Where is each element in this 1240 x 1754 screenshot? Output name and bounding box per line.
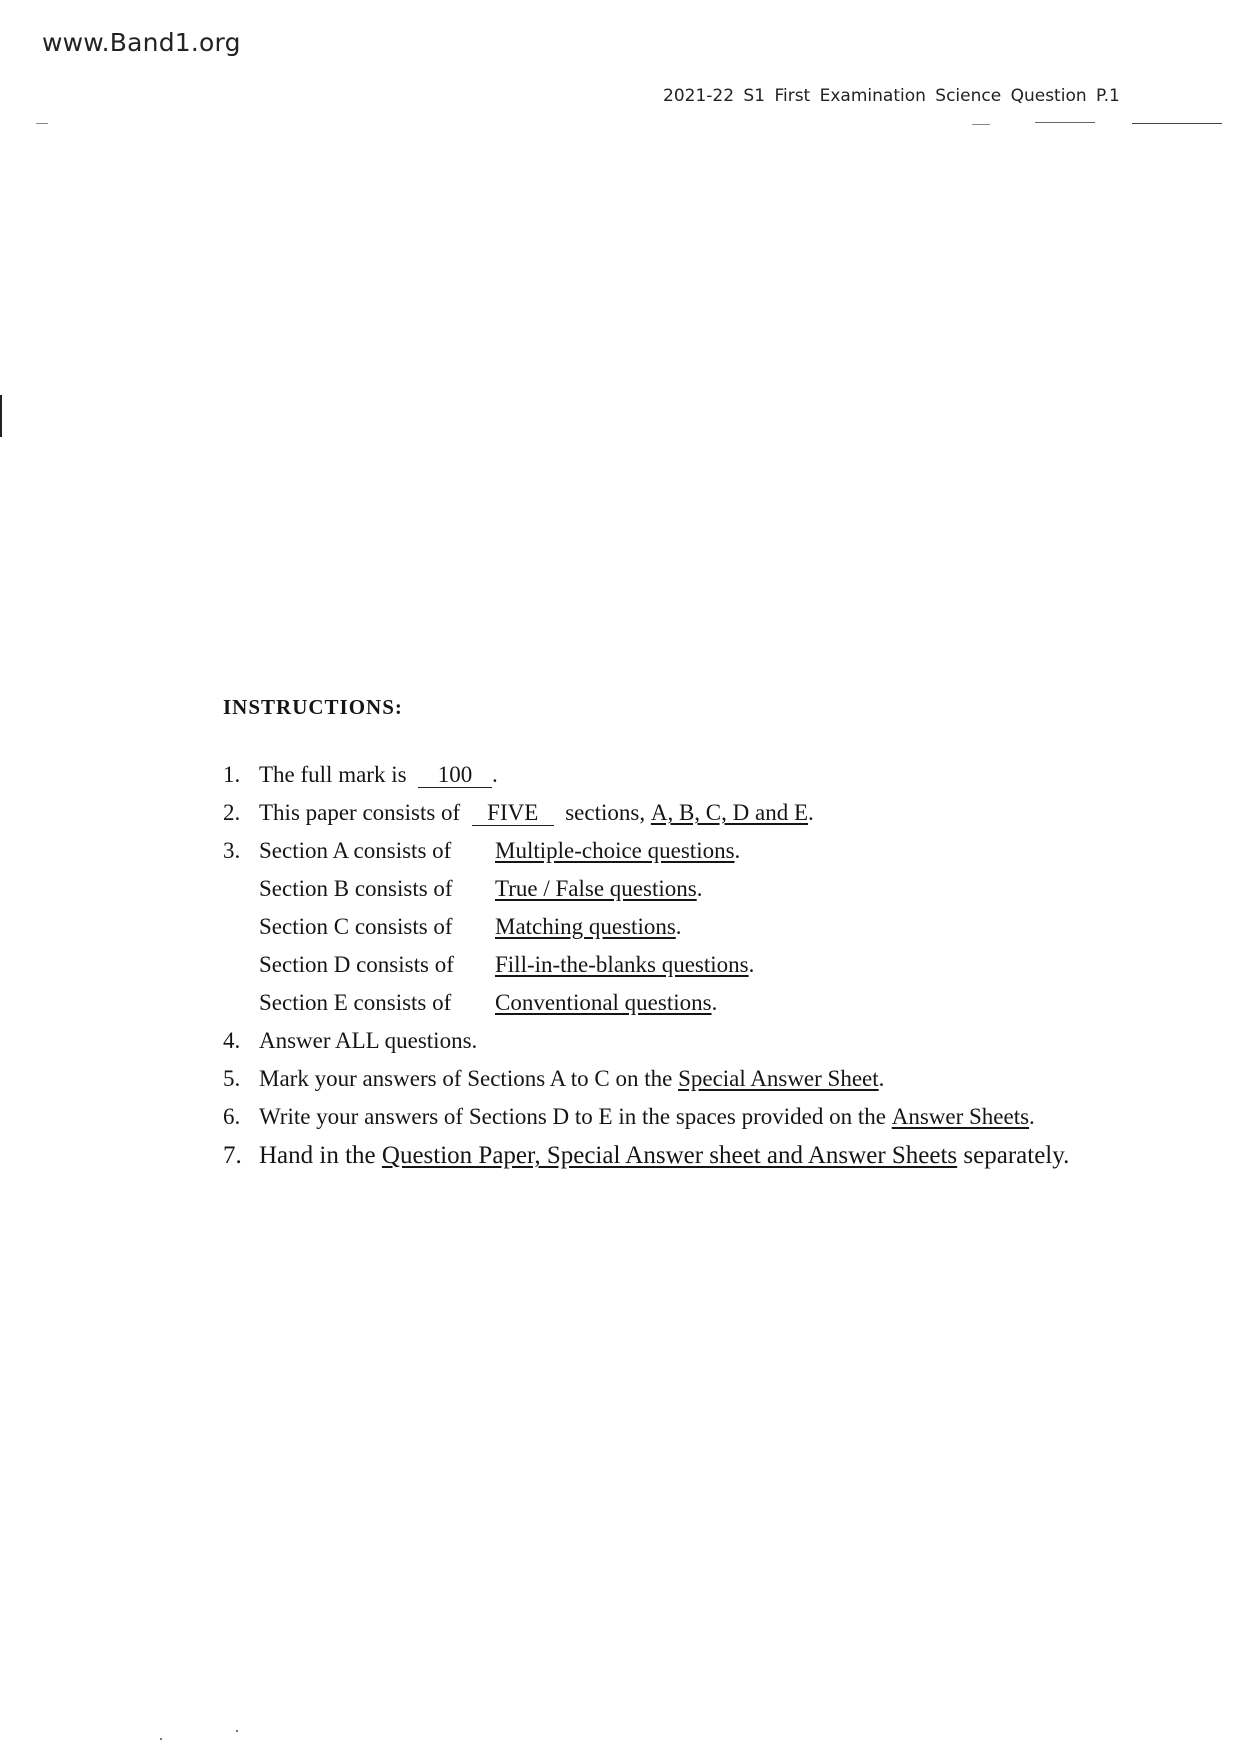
instruction-item [223,838,1183,876]
section-lead: Section E consists of [259,990,452,1015]
section-lead: Section C consists of [259,914,453,939]
section-lead: Section D consists of [259,952,454,977]
section-end: . [675,914,682,939]
special-answer-sheet-ref: Special Answer Sheet [678,1066,879,1091]
section-type: Conventional questions [495,990,712,1015]
instructions-heading: INSTRUCTIONS: [223,695,403,719]
item-text-end: . [878,1066,885,1091]
instruction-item [223,1104,1183,1142]
section-list: A, B, C, D and E [650,800,808,825]
item-number: 7. [223,1142,242,1169]
section-end: . [711,990,718,1015]
scan-artifact-speck [236,1730,238,1732]
section-type: Matching questions [495,914,676,939]
instructions-block [223,695,1183,1180]
section-type: Fill-in-the-blanks questions [495,952,749,977]
item-number: 1. [223,762,241,787]
site-watermark: www.Band1.org [42,28,241,57]
item-text: Mark your answers of Sections A to C on the [259,1066,673,1091]
item-number: 3. [223,838,241,863]
item-text-end: separately. [963,1142,1070,1169]
instruction-item [223,1066,1183,1104]
section-description [223,990,1183,1028]
section-end: . [734,838,741,863]
instruction-item [223,1142,1183,1180]
instruction-item [223,762,1183,800]
item-text: Answer ALL questions. [259,1028,478,1053]
scan-artifact-line [1132,123,1222,124]
full-mark-value: 100 [418,762,492,788]
section-lead: Section B consists of [259,876,453,901]
item-text-end: . [808,800,814,825]
item-number: 2. [223,800,241,825]
answer-sheets-ref: Answer Sheets [891,1104,1030,1129]
section-description [223,952,1183,990]
section-lead: Section A consists of [259,838,452,863]
instruction-item [223,1028,1183,1066]
item-number: 5. [223,1066,241,1091]
scan-artifact-line [972,124,990,125]
instruction-item [223,800,1183,838]
section-description [223,914,1183,952]
section-type: True / False questions [495,876,697,901]
item-number: 6. [223,1104,241,1129]
section-description [223,876,1183,914]
item-text: This paper consists of [259,800,461,825]
scan-artifact-line [1035,122,1095,123]
scan-artifact-speck [160,1738,162,1740]
section-end: . [748,952,755,977]
item-text-end: . [1029,1104,1035,1129]
hand-in-documents-ref: Question Paper, Special Answer sheet and Answer Sheets [381,1142,958,1169]
item-text: Hand in the [259,1142,376,1169]
scan-artifact-margin-bar [0,395,2,437]
section-end: . [696,876,703,901]
page-header-title: 2021-22 S1 First Examination Science Question P.1 [663,86,1120,106]
scan-artifact-line [36,123,48,124]
item-text: sections, [565,800,646,825]
item-text-end: . [492,762,498,787]
item-text: Write your answers of Sections D to E in the spaces provided on the [259,1104,886,1129]
section-count-value: FIVE [472,800,554,826]
item-number: 4. [223,1028,241,1053]
item-text: The full mark is [259,762,407,787]
section-type: Multiple-choice questions [495,838,735,863]
